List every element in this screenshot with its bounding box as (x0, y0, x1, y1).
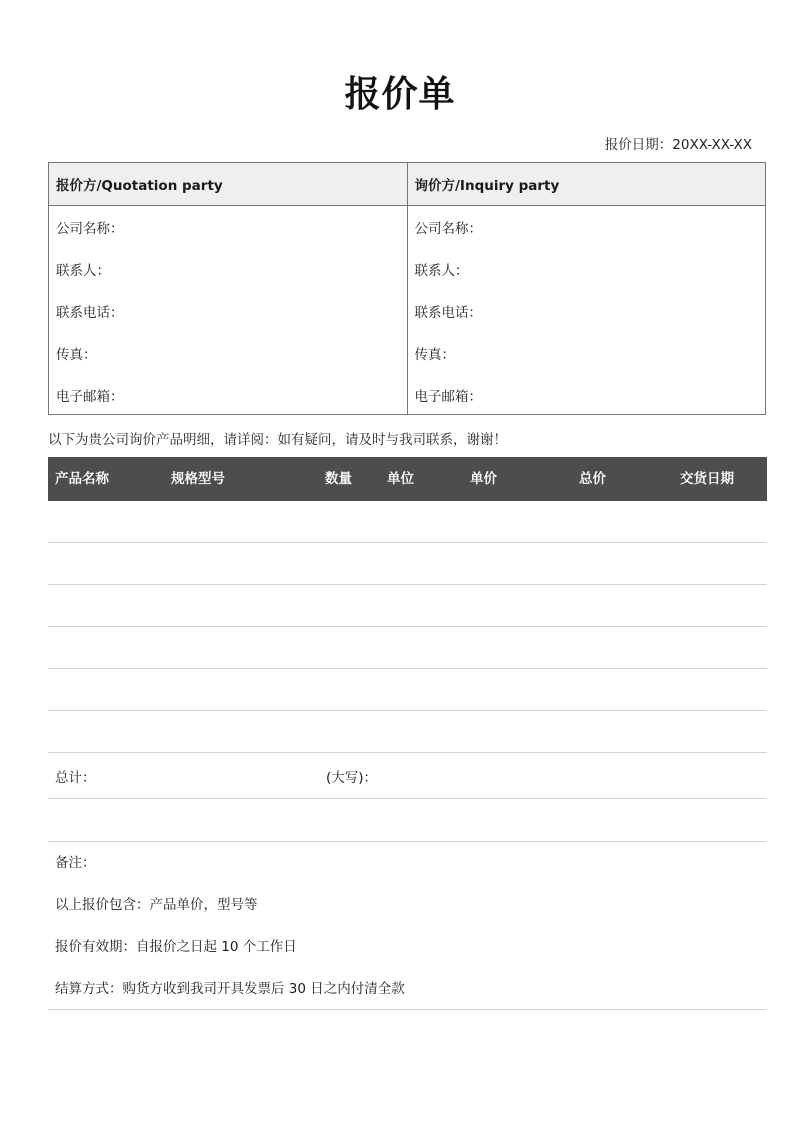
quotation-party-header: 报价方/Quotation party (49, 163, 407, 206)
note-line-contents: 以上报价包含：产品单价，型号等 (55, 897, 258, 913)
quotation-contact-field[interactable]: 联系人： (56, 263, 110, 279)
party-info-table (48, 162, 766, 415)
total-uppercase-label: (大写)： (326, 770, 378, 786)
quotation-party-column (49, 163, 408, 414)
notes-section (48, 842, 767, 1010)
total-row (48, 757, 767, 799)
inquiry-company-name-field[interactable]: 公司名称： (414, 221, 482, 237)
quotation-email-field[interactable]: 电子邮箱： (56, 389, 124, 405)
inquiry-phone-field[interactable]: 联系电话： (414, 305, 482, 321)
table-row[interactable] (48, 501, 767, 543)
note-line-validity: 报价有效期：自报价之日起 10 个工作日 (55, 939, 297, 955)
note-line-payment: 结算方式：购货方收到我司开具发票后 30 日之内付清全款 (55, 981, 405, 997)
table-row[interactable] (48, 543, 767, 585)
notes-heading: 备注： (55, 855, 96, 871)
inquiry-email-field[interactable]: 电子邮箱： (414, 389, 482, 405)
table-row[interactable] (48, 627, 767, 669)
inquiry-party-header: 询价方/Inquiry party (408, 163, 766, 206)
blank-row[interactable] (48, 799, 767, 842)
items-table-header (48, 457, 767, 501)
quotation-company-name-field[interactable]: 公司名称： (56, 221, 124, 237)
table-row[interactable] (48, 711, 767, 753)
column-header-unit: 单位 (387, 471, 414, 487)
column-header-product-name: 产品名称 (55, 471, 109, 487)
inquiry-fax-field[interactable]: 传真： (414, 347, 455, 363)
quotation-fax-field[interactable]: 传真： (56, 347, 97, 363)
intro-text: 以下为贵公司询价产品明细，请详阅：如有疑问，请及时与我司联系，谢谢！ (48, 432, 507, 448)
document-title: 报价单 (344, 74, 456, 115)
quotation-date-value: 20XX-XX-XX (672, 137, 752, 153)
column-header-delivery-date: 交货日期 (680, 471, 734, 487)
quotation-date (605, 133, 752, 153)
table-row[interactable] (48, 669, 767, 711)
column-header-spec-model: 规格型号 (171, 471, 225, 487)
table-row[interactable] (48, 585, 767, 627)
column-header-quantity: 数量 (325, 471, 352, 487)
items-table (48, 457, 767, 753)
column-header-unit-price: 单价 (470, 471, 497, 487)
column-header-total-price: 总价 (579, 471, 606, 487)
quotation-date-label: 报价日期： (604, 137, 673, 153)
total-label: 总计： (55, 770, 96, 786)
quotation-phone-field[interactable]: 联系电话： (56, 305, 124, 321)
inquiry-contact-field[interactable]: 联系人： (414, 263, 469, 279)
inquiry-party-column (408, 163, 766, 414)
